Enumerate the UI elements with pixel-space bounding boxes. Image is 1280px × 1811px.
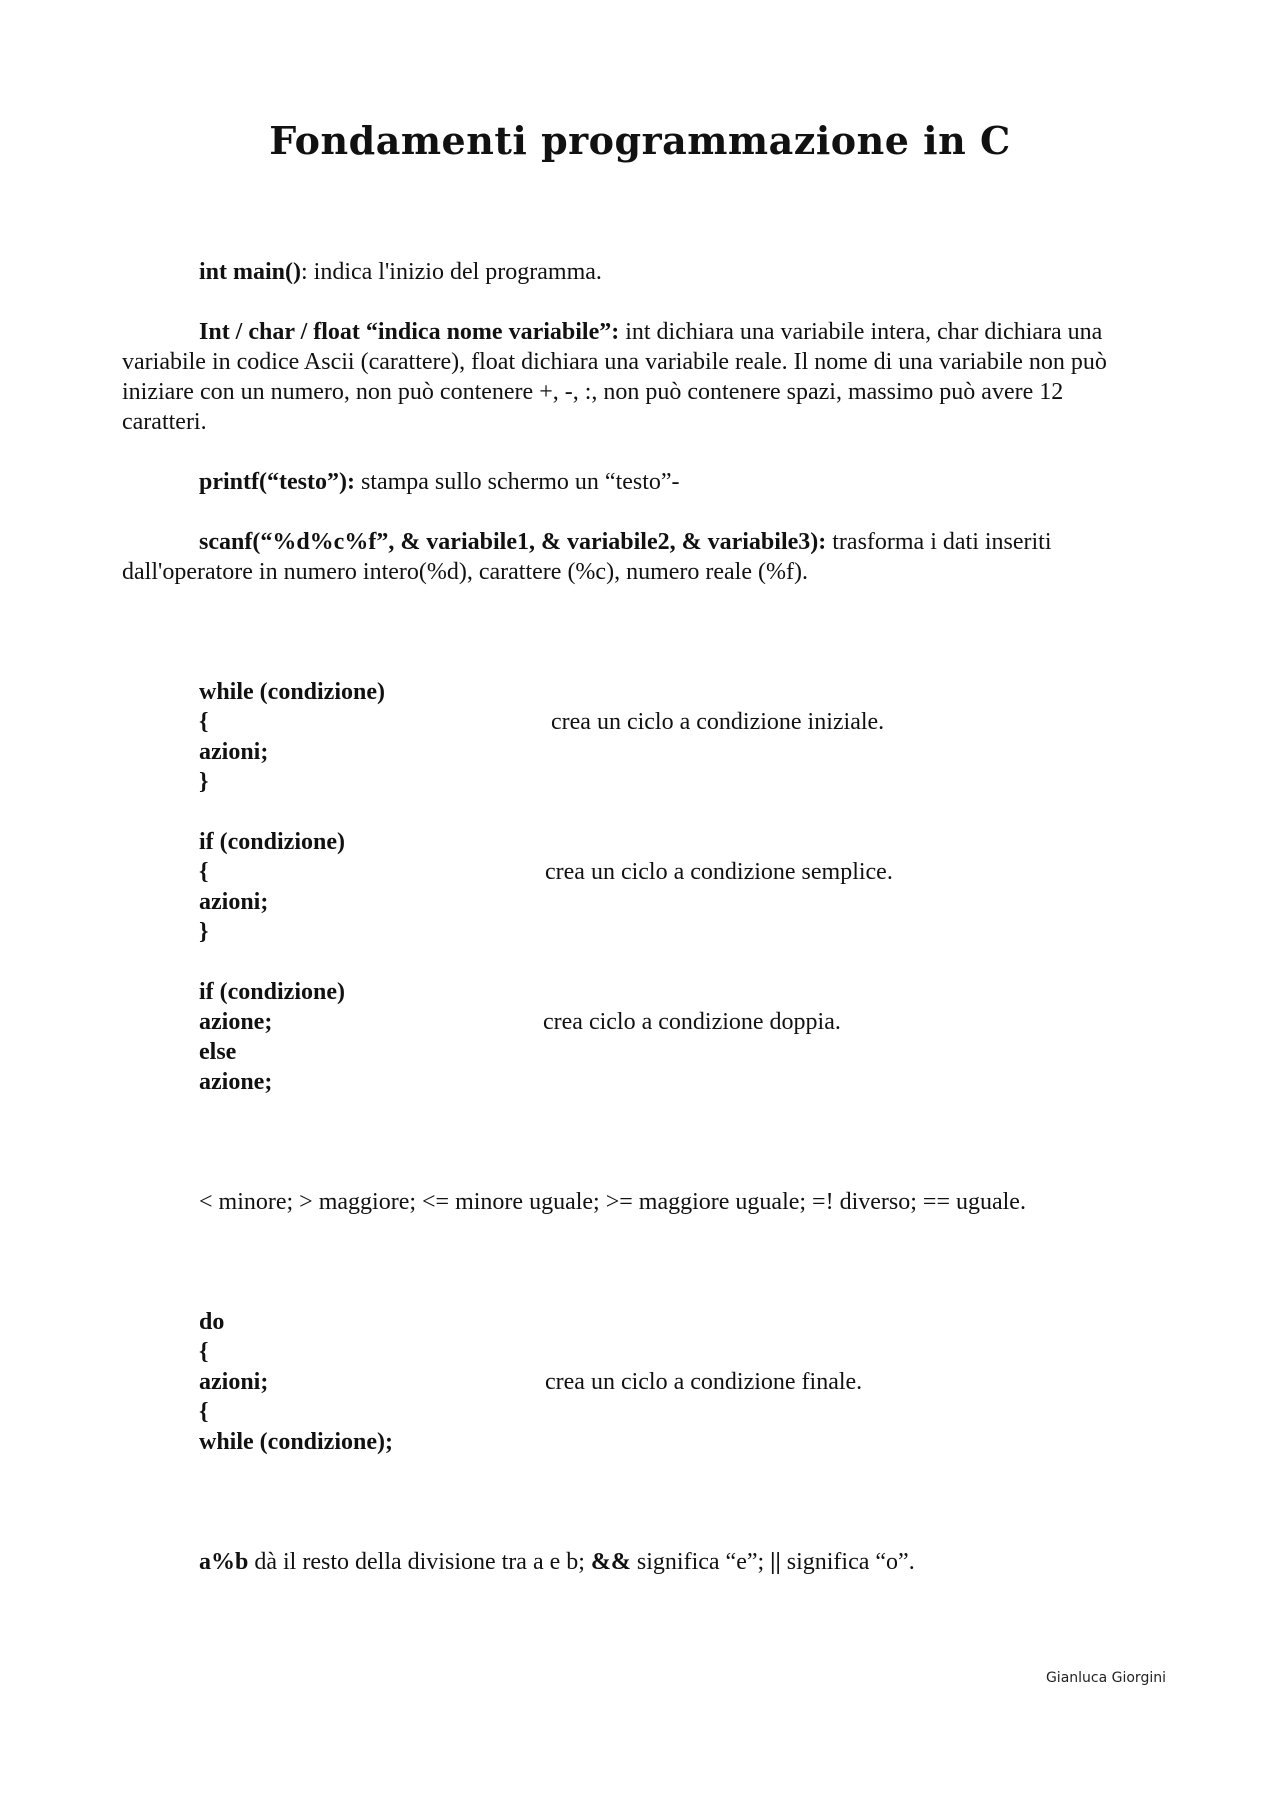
paragraph-text: : indica l'inizio del programma. xyxy=(301,259,602,285)
modulo-line xyxy=(199,1547,915,1577)
code-line: { xyxy=(199,709,209,735)
while-code-block xyxy=(199,677,385,797)
paragraph-text: trasforma i dati inseriti dall'operatore in numero intero(%d), carattere (%c), numero reale (%f). xyxy=(122,529,1052,585)
code-line: azioni; xyxy=(199,739,269,765)
ifelse-description: crea ciclo a condizione doppia. xyxy=(543,1009,841,1035)
operators-line: < minore; > maggiore; <= minore uguale; >= maggiore uguale; =! diverso; == uguale. xyxy=(199,1189,1026,1215)
code-term: Int / char / float “indica nome variabile”: xyxy=(199,319,620,345)
paragraph-variables xyxy=(122,317,1132,437)
paragraph-text: stampa sullo schermo un “testo”- xyxy=(354,469,680,495)
code-line: else xyxy=(199,1039,237,1065)
code-term: a%b xyxy=(199,1549,249,1575)
code-term: int main() xyxy=(199,259,301,285)
code-line: while (condizione); xyxy=(199,1429,393,1455)
paragraph-text: significa “o”. xyxy=(780,1549,915,1575)
code-line: azioni; xyxy=(199,889,269,915)
do-description: crea un ciclo a condizione finale. xyxy=(545,1369,863,1395)
code-term: || xyxy=(770,1549,781,1575)
code-line: do xyxy=(199,1309,225,1335)
paragraph-printf xyxy=(122,467,1132,497)
if-code-block xyxy=(199,827,345,947)
code-term: printf(“testo”): xyxy=(199,469,355,495)
code-line: { xyxy=(199,859,209,885)
ifelse-code-block xyxy=(199,977,345,1097)
code-line: if (condizione) xyxy=(199,979,345,1005)
code-line: { xyxy=(199,1339,209,1365)
paragraph-text: int dichiara una variabile intera, char dichiara una variabile in codice Ascii (carattere), float dichiara una variabile reale. Il nome di una variabile non può iniziare con un numero, non può contenere +, -, :, non può contenere spazi, massimo può avere 12 caratteri. xyxy=(122,319,1107,435)
paragraph-text: significa “e”; xyxy=(630,1549,771,1575)
if-description: crea un ciclo a condizione semplice. xyxy=(545,859,893,885)
code-line: } xyxy=(199,919,209,945)
paragraph-main xyxy=(122,257,1132,287)
do-code-block xyxy=(199,1307,393,1457)
code-line: if (condizione) xyxy=(199,829,345,855)
page-title: Fondamenti programmazione in C xyxy=(269,118,1011,163)
code-line: } xyxy=(199,769,209,795)
author-footer: Gianluca Giorgini xyxy=(1045,1670,1166,1686)
while-description: crea un ciclo a condizione iniziale. xyxy=(551,709,885,735)
code-term: scanf(“%d%c%f”, & variabile1, & variabile2, & variabile3): xyxy=(199,529,827,555)
code-line: while (condizione) xyxy=(199,679,385,705)
code-line: azioni; xyxy=(199,1369,269,1395)
code-line: azione; xyxy=(199,1069,273,1095)
code-line: { xyxy=(199,1399,209,1425)
paragraph-text: dà il resto della divisione tra a e b; xyxy=(248,1549,591,1575)
code-term: && xyxy=(590,1549,631,1575)
paragraph-scanf xyxy=(122,527,1132,587)
code-line: azione; xyxy=(199,1009,273,1035)
